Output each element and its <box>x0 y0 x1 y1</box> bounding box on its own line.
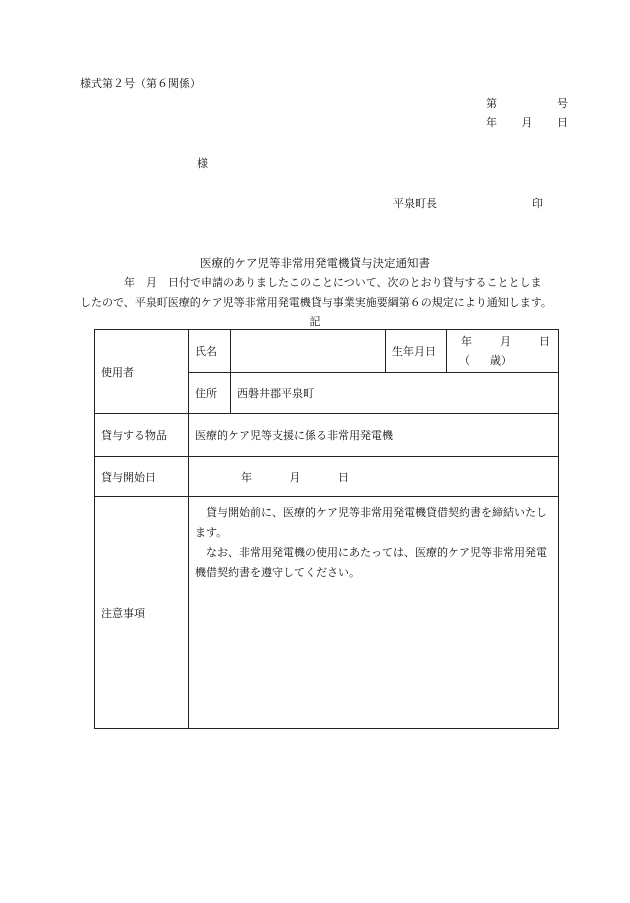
dob-day: 日 <box>539 335 550 348</box>
addressee-honorific: 様 <box>197 157 208 170</box>
item-label: 貸与する物品 <box>95 414 189 457</box>
issuer-name: 平泉町長 <box>393 197 437 210</box>
start-date-value <box>189 457 559 497</box>
name-value <box>231 330 386 373</box>
body-paragraph <box>80 273 580 313</box>
table-row-notes <box>95 497 559 729</box>
start-day: 日 <box>338 470 349 484</box>
table-row-start <box>95 457 559 497</box>
issuer-seal: 印 <box>532 197 543 210</box>
age-open: （ <box>459 354 470 367</box>
name-label: 氏名 <box>189 330 231 373</box>
start-year: 年 <box>241 470 252 484</box>
notes-label: 注意事項 <box>95 497 189 729</box>
form-number: 様式第２号（第６関係） <box>80 77 201 90</box>
notes-paragraph-2: なお、非常用発電機の使用にあたっては、医療的ケア児等非常用発電機借契約書を遵守してください。 <box>195 546 547 579</box>
dob-month: 月 <box>500 335 511 348</box>
issue-date-month: 月 <box>521 116 533 129</box>
table-row-name <box>95 330 559 373</box>
document-title: 医療的ケア児等非常用発電機貸与決定通知書 <box>200 256 430 270</box>
table-row-item <box>95 414 559 457</box>
issue-date-line <box>486 114 568 130</box>
address-label: 住所 <box>189 373 231 414</box>
issue-date-day: 日 <box>557 116 568 129</box>
start-label: 貸与開始日 <box>95 457 189 497</box>
start-month: 月 <box>289 470 301 484</box>
address-value: 西磐井郡平泉町 <box>231 373 559 414</box>
dob-label: 生年月日 <box>386 330 447 373</box>
body-line-2: したので、平泉町医療的ケア児等非常用発電機貸与事業実施要綱第６の規定により通知します。 <box>80 296 552 309</box>
notes-body <box>189 497 559 729</box>
document-number-suffix: 号 <box>557 97 568 110</box>
body-line-1: 年 月 日付で申請のありましたこのことについて、次のとおり貸与することとしま <box>124 276 542 289</box>
user-label: 使用者 <box>95 330 189 414</box>
document-number-prefix: 第 <box>486 97 497 110</box>
document-number-line <box>486 95 568 111</box>
item-value: 医療的ケア児等支援に係る非常用発電機 <box>189 414 559 457</box>
details-table <box>94 329 559 729</box>
issue-date-year: 年 <box>486 116 497 129</box>
dob-year: 年 <box>461 335 472 348</box>
age-close: 歳） <box>490 354 512 367</box>
ki-heading: 記 <box>309 315 321 328</box>
notes-paragraph-1: 貸与開始前に、医療的ケア児等非常用発電機貸借契約書を締結いたします。 <box>195 506 547 539</box>
dob-value <box>447 330 559 373</box>
